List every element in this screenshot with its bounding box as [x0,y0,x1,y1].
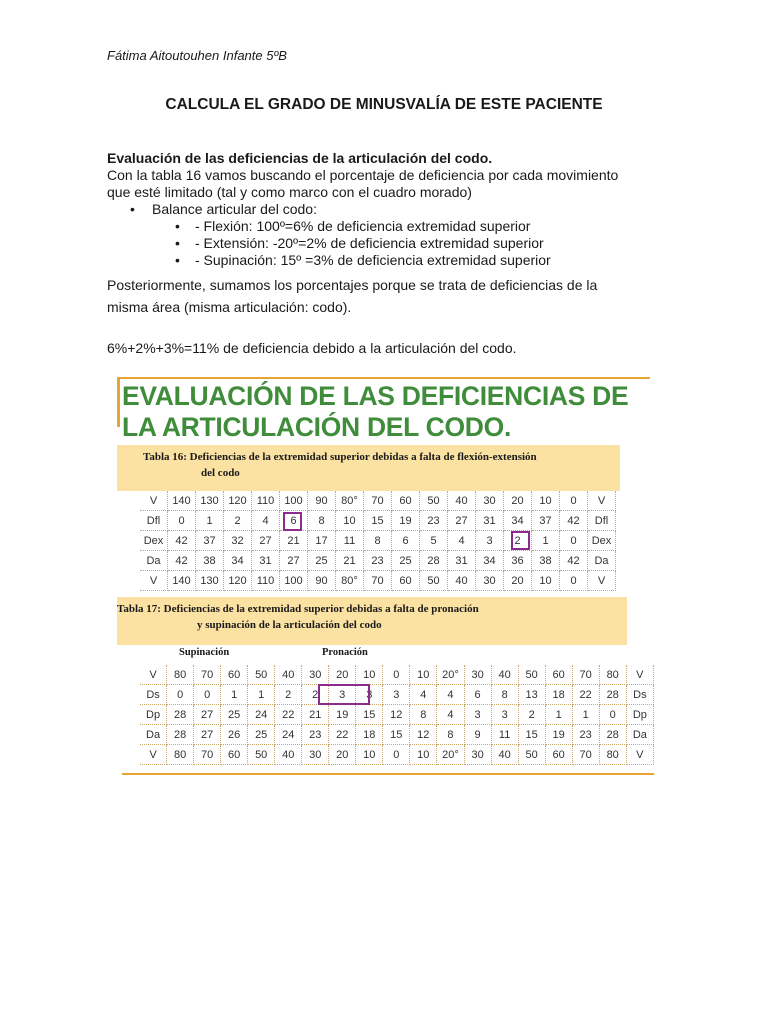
table-cell: 15 [383,725,410,745]
table-cell: 60 [221,745,248,765]
table-cell: 13 [518,685,545,705]
table-cell: 3 [356,685,383,705]
table-17-caption [117,597,627,645]
table-cell: Dfl [588,511,616,531]
table-cell: 70 [364,571,392,591]
table-cell: Dex [140,531,168,551]
table-cell: 0 [168,511,196,531]
table-cell: 2 [518,705,545,725]
table-cell: 130 [196,571,224,591]
highlight-box-flexion [283,512,302,531]
table-cell: 42 [560,551,588,571]
table-cell: 5 [420,531,448,551]
table-cell: 30 [302,745,329,765]
table-cell: 50 [518,665,545,685]
table-cell: 10 [410,745,437,765]
table-cell: 0 [167,685,194,705]
table-cell: 20 [504,571,532,591]
table-cell: V [140,571,168,591]
table-cell: V [626,665,653,685]
table-cell: 42 [560,511,588,531]
table-cell: 22 [572,685,599,705]
table-cell: 22 [275,705,302,725]
bullet-main [107,201,667,218]
table-cell: 0 [560,571,588,591]
table-cell: 40 [491,745,518,765]
table-cell: 30 [464,665,491,685]
table-cell: 90 [308,571,336,591]
table-cell: 120 [224,491,252,511]
table-row [140,531,616,551]
table-cell: V [626,745,653,765]
table-cell: 6 [280,511,308,531]
table-row [140,571,616,591]
table-cell: V [140,745,167,765]
table-cell: Dfl [140,511,168,531]
table-cell: 42 [168,551,196,571]
page-title: CALCULA EL GRADO DE MINUSVALÍA DE ESTE PACIENTE [165,96,603,113]
table-cell: 130 [196,491,224,511]
table-cell: 110 [252,571,280,591]
table-cell: V [140,491,168,511]
table-16-caption-line-2: del codo [201,467,240,479]
highlight-box-extension [511,531,530,550]
table-cell: 0 [383,665,410,685]
table-cell: 24 [248,705,275,725]
sub-bullet-supination [107,252,667,269]
table-17 [140,665,654,765]
table-cell: 34 [224,551,252,571]
table-cell: 140 [168,491,196,511]
table-cell: 28 [167,705,194,725]
document-body [107,150,667,357]
table-cell: 60 [545,745,572,765]
table-cell: 3 [476,531,504,551]
table-cell: 20° [437,665,464,685]
table-cell: 120 [224,571,252,591]
table-cell: 28 [167,725,194,745]
table-cell: 70 [194,745,221,765]
paragraph-2 [107,274,667,318]
table-cell: 1 [221,685,248,705]
table-cell: 31 [252,551,280,571]
table-cell: 28 [599,725,626,745]
table-cell: 40 [275,745,302,765]
table-16 [140,491,616,591]
figure-top-rule [117,377,650,379]
table-cell: 27 [194,705,221,725]
table-cell: 80 [599,745,626,765]
table-cell: 28 [599,685,626,705]
table-cell: Ds [626,685,653,705]
table-cell: 8 [491,685,518,705]
figure-heading-line-2: LA ARTICULACIÓN DEL CODO. [122,412,512,442]
table-cell: 110 [252,491,280,511]
table-cell: 8 [364,531,392,551]
table-cell: 21 [280,531,308,551]
table-cell: 27 [280,551,308,571]
table-cell: 3 [383,685,410,705]
section-heading: Evaluación de las deficiencias de la articulación del codo. [107,150,493,166]
table-cell: 4 [437,685,464,705]
table-cell: 25 [221,705,248,725]
table-cell: 37 [532,511,560,531]
table-cell: 4 [448,531,476,551]
table-cell: 30 [476,571,504,591]
table-cell: 1 [545,705,572,725]
table-cell: 8 [308,511,336,531]
table-cell: 19 [392,511,420,531]
table-cell: V [140,665,167,685]
table-cell: 1 [532,531,560,551]
table-row [140,725,654,745]
table-cell: 0 [560,491,588,511]
table-cell: 0 [560,531,588,551]
table-cell: 50 [420,571,448,591]
figure-heading-line-1: EVALUACIÓN DE LAS DEFICIENCIAS DE [122,381,629,411]
table-cell: 40 [491,665,518,685]
evaluation-figure [117,375,654,778]
table-16-caption-line-1: Tabla 16: Deficiencias de la extremidad superior debidas a falta de flexión-extensión [143,451,537,463]
intro-line-2: que esté limitado (tal y como marco con el cuadro morado) [107,184,472,200]
table-cell: 6 [464,685,491,705]
table-cell: 3 [329,685,356,705]
table-cell: 20° [437,745,464,765]
figure-left-rule [117,377,120,427]
table-cell: 19 [329,705,356,725]
table-row [140,705,654,725]
table-cell: 50 [420,491,448,511]
table-cell: 10 [410,665,437,685]
table-cell: 19 [545,725,572,745]
table-cell: 23 [420,511,448,531]
table-cell: 34 [504,511,532,531]
table-cell: 6 [392,531,420,551]
bullet-main-text: Balance articular del codo: [152,201,317,217]
sub-bullet-flexion [107,218,667,235]
table-cell: 22 [329,725,356,745]
table-row [140,745,654,765]
table-cell: 10 [336,511,364,531]
table-cell: Dex [588,531,616,551]
table-cell: 70 [572,745,599,765]
table-cell: 1 [572,705,599,725]
table-cell: 80 [167,665,194,685]
table-cell: Da [140,551,168,571]
table-cell: 0 [194,685,221,705]
table-cell: Ds [140,685,167,705]
table-cell: 20 [504,491,532,511]
table-cell: 23 [572,725,599,745]
table-cell: 1 [196,511,224,531]
table-cell: 40 [275,665,302,685]
table-cell: 11 [336,531,364,551]
table-cell: 28 [420,551,448,571]
table-cell: 100 [280,491,308,511]
pronation-label: Pronación [322,647,368,658]
table-cell: 70 [572,665,599,685]
table-cell: 4 [437,705,464,725]
table-cell: 31 [476,511,504,531]
sub-bullet-text: - Supinación: 15º =3% de deficiencia extremidad superior [195,252,551,268]
table-cell: 3 [491,705,518,725]
table-cell: 60 [545,665,572,685]
table-cell: 37 [196,531,224,551]
table-cell: 21 [336,551,364,571]
intro-line-1: Con la tabla 16 vamos buscando el porcentaje de deficiencia por cada movimiento [107,167,619,183]
table-cell: 0 [599,705,626,725]
table-cell: V [588,571,616,591]
table-cell: 27 [194,725,221,745]
table-cell: 60 [221,665,248,685]
table-cell: 38 [532,551,560,571]
table-cell: 4 [252,511,280,531]
table-cell: 25 [248,725,275,745]
table-cell: 10 [356,745,383,765]
table-cell: 24 [275,725,302,745]
table-cell: 4 [410,685,437,705]
table-cell: 10 [356,665,383,685]
highlight-box-supination [318,684,370,705]
table-cell: 21 [302,705,329,725]
table-cell: 10 [532,491,560,511]
table-cell: 90 [308,491,336,511]
table-row [140,491,616,511]
table-cell: 20 [329,665,356,685]
table-row [140,685,654,705]
sum-line: 6%+2%+3%=11% de deficiencia debido a la articulación del codo. [107,340,517,356]
sub-bullet-text: - Flexión: 100º=6% de deficiencia extremidad superior [195,218,531,234]
paragraph-2-line-1: Posteriormente, sumamos los porcentajes porque se trata de deficiencias de la [107,277,598,293]
table-cell: 2 [224,511,252,531]
table-cell: 38 [196,551,224,571]
table-17-caption-line-2: y supinación de la articulación del codo [197,619,382,631]
table-cell: 12 [383,705,410,725]
table-cell: Dp [626,705,653,725]
table-cell: 2 [275,685,302,705]
supination-label: Supinación [179,647,230,658]
table-cell: Dp [140,705,167,725]
table-cell: 36 [504,551,532,571]
sub-bullet-extension [107,235,667,252]
table-cell: 15 [364,511,392,531]
table-cell: 42 [168,531,196,551]
table-cell: 9 [464,725,491,745]
author-line: Fátima Aitoutouhen Infante 5ºB [107,48,287,63]
table-cell: 15 [518,725,545,745]
table-cell: 80° [336,491,364,511]
sub-bullet-text: - Extensión: -20º=2% de deficiencia extremidad superior [195,235,544,251]
table-cell: 8 [410,705,437,725]
table-cell: 70 [194,665,221,685]
table-cell: 2 [302,685,329,705]
table-cell: 17 [308,531,336,551]
table-cell: 20 [329,745,356,765]
table-cell: 80 [167,745,194,765]
table-cell: 26 [221,725,248,745]
table-cell: 50 [518,745,545,765]
table-cell: 40 [448,491,476,511]
table-cell: 80° [336,571,364,591]
table-cell: 34 [476,551,504,571]
table-cell: 100 [280,571,308,591]
table-cell: 50 [248,665,275,685]
table-cell: 27 [252,531,280,551]
table-cell: 2 [504,531,532,551]
figure-heading [122,381,628,443]
table-cell: 30 [476,491,504,511]
table-cell: 3 [464,705,491,725]
table-cell: 0 [383,745,410,765]
table-cell: 12 [410,725,437,745]
table-17-caption-line-1: Tabla 17: Deficiencias de la extremidad superior debidas a falta de pronación [117,603,479,615]
table-cell: Da [140,725,167,745]
table-cell: Da [588,551,616,571]
paragraph-2-line-2: misma área (misma articulación: codo). [107,299,352,315]
table-cell: 27 [448,511,476,531]
table-row [140,665,654,685]
table-16-caption [117,445,620,491]
table-cell: 80 [599,665,626,685]
table-cell: 8 [437,725,464,745]
table-row [140,511,616,531]
table-cell: 30 [302,665,329,685]
table-cell: 50 [248,745,275,765]
table-cell: 140 [168,571,196,591]
table-cell: 15 [356,705,383,725]
table-cell: 10 [532,571,560,591]
table-cell: 18 [356,725,383,745]
table-cell: 31 [448,551,476,571]
table-cell: Da [626,725,653,745]
table-cell: 23 [302,725,329,745]
table-cell: 60 [392,491,420,511]
table-cell: 40 [448,571,476,591]
table-cell: 18 [545,685,572,705]
table-cell: 23 [364,551,392,571]
table-cell: V [588,491,616,511]
table-cell: 25 [308,551,336,571]
figure-bottom-rule [122,773,654,775]
table-cell: 70 [364,491,392,511]
table-cell: 1 [248,685,275,705]
table-cell: 32 [224,531,252,551]
table-cell: 11 [491,725,518,745]
table-cell: 30 [464,745,491,765]
table-cell: 25 [392,551,420,571]
table-row [140,551,616,571]
table-cell: 60 [392,571,420,591]
